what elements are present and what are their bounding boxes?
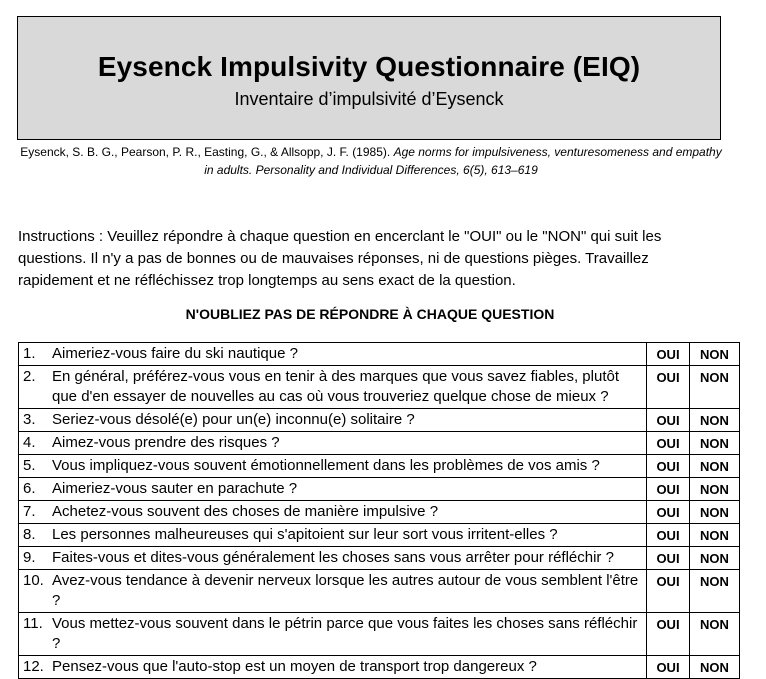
answer-non[interactable]: NON	[690, 656, 740, 679]
table-row	[19, 570, 740, 613]
question-number: 10.	[23, 572, 44, 589]
table-row	[19, 547, 740, 570]
question-text: Aimez-vous prendre des risques ?	[52, 434, 280, 451]
question-text: En général, préférez-vous vous en tenir à des marques que vous savez fiables, plutôt que d'en essayer de nouvelles au cas où vous trouveriez quelque chose de mieux ?	[52, 368, 619, 405]
answer-non[interactable]: NON	[690, 524, 740, 547]
answer-oui[interactable]: OUI	[647, 432, 690, 455]
citation-authors: Eysenck, S. B. G., Pearson, P. R., Easting, G., & Allsopp, J. F. (1985).	[20, 145, 391, 159]
answer-oui[interactable]: OUI	[647, 343, 690, 366]
question-text: Seriez-vous désolé(e) pour un(e) inconnu(e) solitaire ?	[52, 411, 415, 428]
question-text: Faites-vous et dites-vous généralement les choses sans vous arrêter pour réfléchir ?	[52, 549, 614, 566]
table-row	[19, 455, 740, 478]
question-number: 8.	[23, 526, 36, 543]
answer-non[interactable]: NON	[690, 501, 740, 524]
table-row	[19, 366, 740, 409]
table-row	[19, 409, 740, 432]
question-number: 9.	[23, 549, 36, 566]
question-number: 4.	[23, 434, 36, 451]
answer-non[interactable]: NON	[690, 343, 740, 366]
answer-oui[interactable]: OUI	[647, 524, 690, 547]
answer-non[interactable]: NON	[690, 432, 740, 455]
question-text: Vous mettez-vous souvent dans le pétrin parce que vous faites les choses sans réfléchir ?	[52, 615, 638, 652]
table-row	[19, 656, 740, 679]
title-box	[17, 16, 721, 140]
citation	[20, 143, 722, 179]
question-cell	[19, 547, 647, 570]
question-text: Aimeriez-vous faire du ski nautique ?	[52, 345, 298, 362]
question-number: 11.	[23, 615, 43, 632]
answer-oui[interactable]: OUI	[647, 455, 690, 478]
answer-non[interactable]: NON	[690, 547, 740, 570]
answer-oui[interactable]: OUI	[647, 501, 690, 524]
table-row	[19, 478, 740, 501]
question-number: 12.	[23, 658, 44, 675]
answer-oui[interactable]: OUI	[647, 478, 690, 501]
answer-non[interactable]: NON	[690, 570, 740, 613]
question-number: 1.	[23, 345, 36, 362]
instructions: Instructions : Veuillez répondre à chaque question en encerclant le "OUI" ou le "NON" qui suit les questions. Il n'y a pas de bonnes ou de mauvaises réponses, ni de questions pièges. Travaillez rapidement et ne réfléchissez trop longtemps au sens exact de la question.	[18, 228, 662, 289]
citation-title: Age norms for impulsiveness, venturesomeness and empathy in adults. Personality and Individual Differences, 6(5), 613–619	[204, 145, 722, 177]
question-cell	[19, 409, 647, 432]
question-cell	[19, 432, 647, 455]
questions-table	[18, 342, 740, 679]
table-row	[19, 524, 740, 547]
table-row	[19, 343, 740, 366]
question-cell	[19, 656, 647, 679]
question-cell	[19, 613, 647, 656]
answer-oui[interactable]: OUI	[647, 409, 690, 432]
question-number: 7.	[23, 503, 36, 520]
question-cell	[19, 455, 647, 478]
question-text: Avez-vous tendance à devenir nerveux lorsque les autres autour de vous semblent l'être ?	[52, 572, 639, 609]
question-cell	[19, 343, 647, 366]
page-title: Eysenck Impulsivity Questionnaire (EIQ)	[97, 51, 641, 82]
answer-non[interactable]: NON	[690, 455, 740, 478]
answer-non[interactable]: NON	[690, 478, 740, 501]
reminder-heading: N'OUBLIEZ PAS DE RÉPONDRE À CHAQUE QUESTION	[185, 306, 555, 322]
question-number: 6.	[23, 480, 36, 497]
question-cell	[19, 366, 647, 409]
question-cell	[19, 570, 647, 613]
table-row	[19, 613, 740, 656]
question-number: 3.	[23, 411, 36, 428]
answer-oui[interactable]: OUI	[647, 656, 690, 679]
question-text: Achetez-vous souvent des choses de manière impulsive ?	[52, 503, 439, 520]
answer-non[interactable]: NON	[690, 613, 740, 656]
question-number: 5.	[23, 457, 36, 474]
question-cell	[19, 524, 647, 547]
answer-oui[interactable]: OUI	[647, 570, 690, 613]
answer-oui[interactable]: OUI	[647, 613, 690, 656]
answer-non[interactable]: NON	[690, 409, 740, 432]
answer-oui[interactable]: OUI	[647, 547, 690, 570]
question-cell	[19, 501, 647, 524]
question-text: Aimeriez-vous sauter en parachute ?	[52, 480, 298, 497]
answer-oui[interactable]: OUI	[647, 366, 690, 409]
table-row	[19, 432, 740, 455]
question-text: Pensez-vous que l'auto-stop est un moyen de transport trop dangereux ?	[52, 658, 537, 675]
question-text: Les personnes malheureuses qui s'apitoient sur leur sort vous irritent-elles ?	[52, 526, 558, 543]
answer-non[interactable]: NON	[690, 366, 740, 409]
question-cell	[19, 478, 647, 501]
question-number: 2.	[23, 368, 36, 385]
table-row	[19, 501, 740, 524]
question-text: Vous impliquez-vous souvent émotionnellement dans les problèmes de vos amis ?	[52, 457, 600, 474]
page-subtitle: Inventaire d’impulsivité d’Eysenck	[234, 89, 504, 109]
